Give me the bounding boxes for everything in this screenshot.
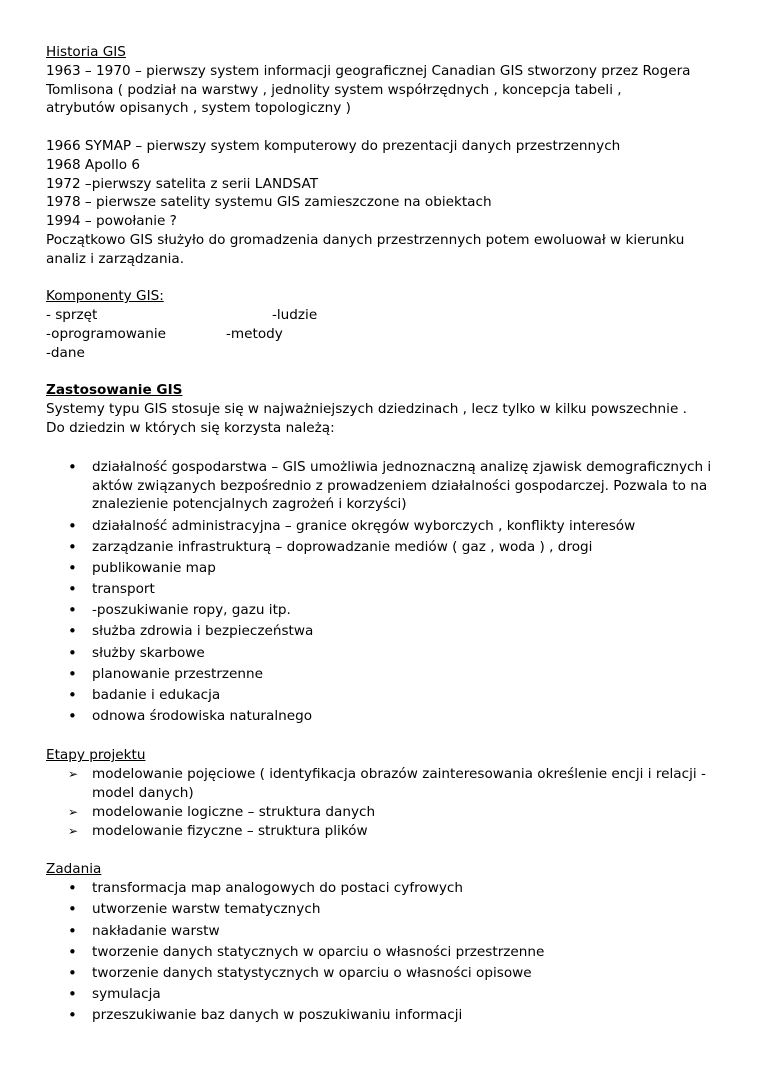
applications-list: [46, 458, 736, 726]
bullet-icon: •: [68, 622, 77, 641]
list-item: ➢ modelowanie fizyczne – struktura plików: [68, 822, 368, 839]
component-item: -ludzie: [272, 307, 318, 324]
history-heading: Historia GIS: [46, 44, 126, 60]
history-event: 1972 –pierwszy satelita z serii LANDSAT: [46, 175, 319, 192]
components-row: [46, 344, 736, 363]
list-item: • utworzenie warstw tematycznych: [68, 900, 321, 919]
history-event: 1966 SYMAP – pierwszy system komputerowy do prezentacji danych przestrzennych: [46, 137, 621, 154]
bullet-icon: •: [68, 985, 77, 1004]
tasks-list: [46, 879, 736, 1025]
bullet-icon: •: [68, 879, 77, 898]
list-item: • tworzenie danych statycznych w oparciu o własności przestrzenne: [68, 942, 545, 961]
applications-heading: Zastosowanie GIS: [46, 382, 183, 399]
list-item: • planowanie przestrzenne: [68, 664, 264, 683]
arrow-bullet-icon: ➢: [68, 804, 79, 819]
history-event: analiz i zarządzania.: [46, 250, 185, 267]
bullet-icon: •: [68, 963, 77, 982]
history-event: 1994 – powołanie ?: [46, 213, 177, 230]
bullet-icon: •: [68, 664, 77, 683]
tasks-heading: Zadania: [46, 861, 102, 878]
bullet-icon: •: [68, 537, 77, 556]
components-heading: Komponenty GIS:: [46, 288, 164, 305]
list-item: • badanie i edukacja: [68, 686, 221, 705]
arrow-bullet-icon: ➢: [68, 823, 79, 838]
list-item: • działalność gospodarstwa – GIS umożliwia jednoznaczną analizę zjawisk demograficznych i aktów związanych bezpośrednio z prowadzeniem działalności gospodarczej. Pozwala to na znalezienie potencjalnych zagrożeń i korzyści): [68, 457, 712, 513]
bullet-icon: •: [68, 643, 77, 662]
history-line: Tomlisona ( podział na warstwy , jednolity system współrzędnych , koncepcja tabeli ,: [46, 81, 622, 98]
list-item: • -poszukiwanie ropy, gazu itp.: [68, 601, 291, 620]
list-item: • transport: [68, 580, 155, 599]
bullet-icon: •: [68, 1006, 77, 1025]
history-event: 1968 Apollo 6: [46, 156, 141, 173]
list-item: • działalność administracyjna – granice okręgów wyborczych , konflikty interesów: [68, 516, 636, 535]
applications-intro: Do dziedzin w których się korzysta należą:: [46, 419, 335, 436]
bullet-icon: •: [68, 457, 77, 476]
list-item: • tworzenie danych statystycznych w oparciu o własności opisowe: [68, 963, 532, 982]
bullet-icon: •: [68, 558, 77, 577]
component-item: - sprzęt: [46, 307, 98, 324]
list-item: ➢ modelowanie pojęciowe ( identyfikacja obrazów zainteresowania określenie encji i relacji - model danych): [68, 766, 706, 801]
list-item: • publikowanie map: [68, 558, 216, 577]
applications-intro: Systemy typu GIS stosuje się w najważniejszych dziedzinach , lecz tylko w kilku powszechnie .: [46, 401, 687, 418]
list-item: • nakładanie warstw: [68, 921, 220, 940]
history-event: 1978 – pierwsze satelity systemu GIS zamieszczone na obiektach: [46, 194, 492, 211]
bullet-icon: •: [68, 601, 77, 620]
project-stages-list: [46, 765, 736, 840]
arrow-bullet-icon: ➢: [68, 767, 79, 782]
components-row: [46, 325, 736, 344]
components-row: [46, 306, 736, 325]
list-item: ➢ modelowanie logiczne – struktura danych: [68, 803, 376, 820]
bullet-icon: •: [68, 580, 77, 599]
bullet-icon: •: [68, 686, 77, 705]
list-item: • odnowa środowiska naturalnego: [68, 707, 313, 726]
history-line: 1963 – 1970 – pierwszy system informacji geograficznej Canadian GIS stworzony przez Rogera: [46, 62, 691, 79]
bullet-icon: •: [68, 942, 77, 961]
bullet-icon: •: [68, 516, 77, 535]
project-stages-heading: Etapy projektu: [46, 747, 146, 764]
history-event: Początkowo GIS służyło do gromadzenia danych przestrzennych potem ewoluował w kierunku: [46, 231, 685, 248]
bullet-icon: •: [68, 900, 77, 919]
document-page: [46, 43, 736, 1027]
list-item: • transformacja map analogowych do postaci cyfrowych: [68, 879, 463, 898]
component-item: -dane: [46, 344, 85, 361]
component-item: -metody: [226, 325, 283, 342]
list-item: • symulacja: [68, 985, 161, 1004]
list-item: • zarządzanie infrastrukturą – doprowadzanie mediów ( gaz , woda ) , drogi: [68, 537, 593, 556]
list-item: • służba zdrowia i bezpieczeństwa: [68, 622, 314, 641]
list-item: • służby skarbowe: [68, 643, 205, 662]
component-item: -oprogramowanie: [46, 325, 167, 342]
bullet-icon: •: [68, 707, 77, 726]
bullet-icon: •: [68, 921, 77, 940]
history-line: atrybutów opisanych , system topologiczny ): [46, 100, 351, 117]
list-item: • przeszukiwanie baz danych w poszukiwaniu informacji: [68, 1006, 463, 1025]
